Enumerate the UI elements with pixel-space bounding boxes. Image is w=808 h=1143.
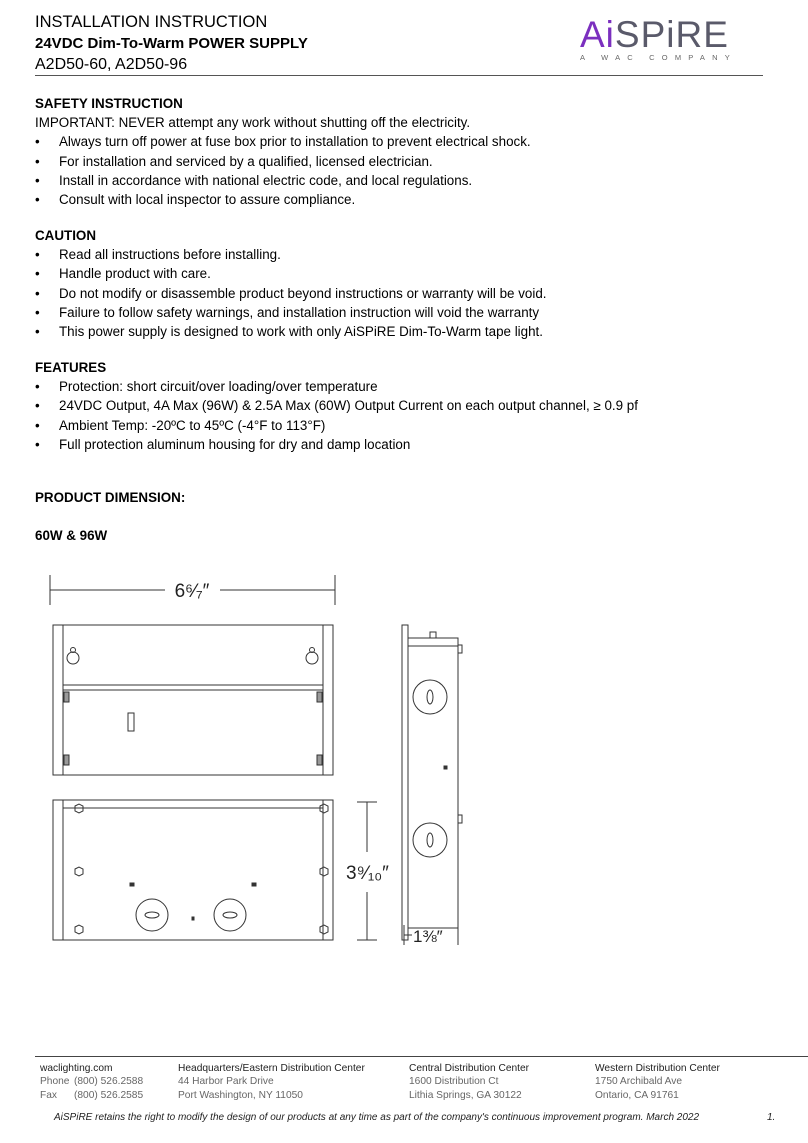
list-item: • Do not modify or disassemble product beyond instructions or warranty will be void. (35, 284, 547, 303)
website-link[interactable]: waclighting.com (40, 1063, 113, 1074)
dimension-heading: PRODUCT DIMENSION: (35, 490, 186, 505)
footer-western: Western Distribution Center 1750 Archibald Ave Ontario, CA 91761 (595, 1063, 720, 1101)
caution-section (35, 226, 547, 341)
logo-wordmark: AiSPiRE (580, 14, 729, 55)
width-dimension (50, 575, 335, 605)
model-numbers: A2D50-60, A2D50-96 (35, 56, 188, 73)
product-dimension-drawing (40, 570, 480, 955)
caution-list (35, 245, 547, 341)
list-item: • This power supply is designed to work with only AiSPiRE Dim-To-Warm tape light. (35, 322, 547, 341)
list-item: • Handle product with care. (35, 264, 547, 283)
phone-number: (800) 526.2588 (74, 1076, 144, 1088)
depth-label: 1⅜″ (413, 927, 443, 946)
height-label: 3⁹⁄₁₀″ (346, 863, 389, 884)
front-view (53, 800, 333, 940)
list-item: • Failure to follow safety warnings, and installation instruction will void the warranty (35, 303, 547, 322)
footer-contact: waclighting.com Phone (800) 526.2588 Fax (800) 526.2585 (40, 1063, 144, 1101)
caution-heading: CAUTION (35, 228, 96, 243)
list-item: • Install in accordance with national electric code, and local regulations. (35, 171, 531, 190)
list-item: • 24VDC Output, 4A Max (96W) & 2.5A Max (60W) Output Current on each output channel, ≥ 0.9 pf (35, 396, 638, 415)
safety-section (35, 94, 531, 209)
disclaimer: AiSPiRE retains the right to modify the design of our products at any time as part of the company's continuous improvement program. March 2022 (54, 1112, 700, 1123)
top-view (53, 625, 333, 775)
width-label: 6⁶⁄₇″ (174, 581, 210, 602)
header-divider (35, 75, 763, 76)
list-item: • Ambient Temp: -20ºC to 45ºC (-4°F to 113°F) (35, 416, 638, 435)
page-number: 1. (767, 1112, 776, 1123)
safety-heading: SAFETY INSTRUCTION (35, 96, 183, 111)
footer-divider (35, 1056, 808, 1057)
doc-title: 24VDC Dim-To-Warm POWER SUPPLY (35, 35, 308, 52)
list-item: • Read all instructions before installing. (35, 245, 547, 264)
list-item: • Consult with local inspector to assure compliance. (35, 190, 531, 209)
dimension-subheading: 60W & 96W (35, 528, 108, 543)
footer-central: Central Distribution Center 1600 Distribution Ct Lithia Springs, GA 30122 (409, 1063, 530, 1101)
aispire-logo (580, 15, 750, 70)
document-header (35, 12, 308, 76)
doc-type: INSTALLATION INSTRUCTION (35, 13, 268, 31)
list-item: • Protection: short circuit/over loading/over temperature (35, 377, 638, 396)
features-list (35, 377, 638, 454)
side-view (402, 625, 462, 940)
height-dimension (346, 802, 389, 940)
features-section (35, 358, 638, 454)
safety-list (35, 132, 531, 209)
revision-date: March 2022 (646, 1112, 700, 1123)
fax-number: (800) 526.2585 (74, 1089, 144, 1101)
list-item: • Full protection aluminum housing for dry and damp location (35, 435, 638, 454)
list-item: • For installation and serviced by a qualified, licensed electrician. (35, 152, 531, 171)
logo-tagline: A WAC COMPANY (580, 53, 737, 62)
safety-important: IMPORTANT: NEVER attempt any work without shutting off the electricity. (35, 115, 471, 131)
features-heading: FEATURES (35, 360, 107, 375)
list-item: • Always turn off power at fuse box prior to installation to prevent electrical shock. (35, 132, 531, 151)
footer-hq: Headquarters/Eastern Distribution Center 44 Harbor Park Drive Port Washington, NY 11050 (178, 1063, 365, 1101)
